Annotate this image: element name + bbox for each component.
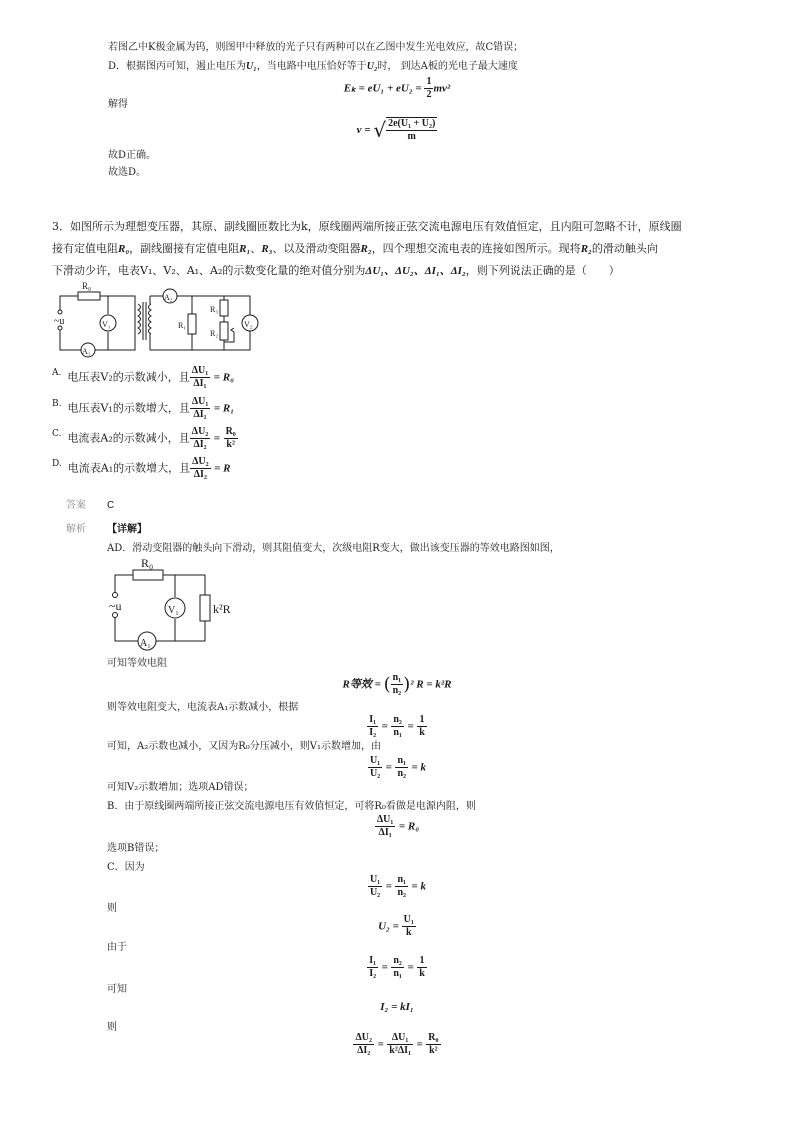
source-label: ~u bbox=[54, 316, 65, 327]
equation: $\frac{\text{I₁}}{\text{I₂}}$ = $\frac{\text{n₂}}{\text{n₁}}$ = $\frac{1}{k}$ bbox=[369, 714, 425, 738]
option-a[interactable]: $^{A.}$ 电压表V₂的示数减小，且 $\frac{\text{ΔU₁}}{\text{ΔI₁}}$ = R₀ bbox=[52, 365, 234, 389]
svg-text:A₁: A₁ bbox=[140, 638, 151, 649]
r3-resistor bbox=[220, 300, 228, 316]
analysis-label: 解析 bbox=[66, 524, 86, 535]
analysis-line: 可知等效电阻 bbox=[107, 658, 167, 669]
equation: $\frac{\text{ΔU₂}}{\text{ΔI₂}}$ = $\frac{\text{ΔU₁}}{\text{k²ΔI₁}}$ = $\frac{\text{R₀}}{\text{k²}}$ bbox=[355, 1032, 439, 1056]
r1-resistor bbox=[188, 314, 196, 334]
analysis-line: 则等效电阻变大，电流表A₁示数减小，根据 bbox=[107, 702, 299, 713]
question-line: 下滑动少许，电表V₁、V₂、A₁、A₂的示数变化量的绝对值分别为ΔU₁、ΔU₂、ΔI₁、ΔI₂，则下列说法正确的是（ ） bbox=[52, 264, 620, 277]
svg-text:R₀: R₀ bbox=[141, 556, 154, 570]
r0-resistor bbox=[78, 292, 100, 300]
equivalent-circuit-diagram bbox=[105, 555, 245, 655]
analysis-line: 可知V₂示数增加；选项AD错误； bbox=[107, 782, 254, 793]
equation: U₂ = $\frac{\text{U₁}}{k}$ bbox=[378, 914, 414, 938]
svg-text:k²R: k²R bbox=[213, 602, 231, 616]
equation: $\frac{\text{I₁}}{\text{I₂}}$ = $\frac{\text{n₂}}{\text{n₁}}$ = $\frac{1}{k}$ bbox=[369, 955, 425, 979]
text-line: 故D正确。 bbox=[108, 150, 157, 161]
analysis-line: 则 bbox=[107, 903, 117, 914]
text-line: 故选D。 bbox=[108, 167, 147, 178]
svg-text:A₁: A₁ bbox=[82, 347, 91, 356]
svg-text:R₂: R₂ bbox=[210, 329, 219, 338]
analysis-line: B．由于原线圈两端所接正弦交流电源电压有效值恒定，可将R₀看做是电源内阻，则 bbox=[107, 801, 476, 812]
answer-value: C bbox=[107, 500, 115, 511]
svg-text:V₁: V₁ bbox=[102, 320, 111, 329]
analysis-line: AD．滑动变阻器的触头向下滑动，则其阻值变大，次级电阻R变大，做出该变压器的等效电路图如图， bbox=[107, 543, 560, 554]
svg-text:V₁: V₁ bbox=[168, 605, 179, 616]
r0-resistor bbox=[133, 570, 163, 580]
analysis-line: 可知，A₂示数也减小，又因为R₀分压减小，则V₁示数增加，由 bbox=[107, 741, 381, 752]
question-line: 3．如图所示为理想变压器，其原、副线圈匝数比为k，原线圈两端所接正弦交流电源电压有效值恒定，且内阻可忽略不计，原线圈 bbox=[52, 220, 682, 233]
analysis-line: 由于 bbox=[107, 942, 127, 953]
answer-label: 答案 bbox=[66, 500, 86, 511]
text-line: D．根据图丙可知，遏止电压为U₁，当电路中电压恰好等于U₂时， 到达A板的光电子最大速度 bbox=[108, 61, 518, 72]
svg-text:R₁: R₁ bbox=[178, 321, 187, 330]
equation: $\frac{\text{ΔU₁}}{\text{ΔI₁}}$ = R₀ bbox=[376, 814, 420, 838]
equation: R等效 = ( $\frac{\text{n₁}}{\text{n₂}}$ )² R = k²R bbox=[342, 672, 452, 696]
equation: $\frac{\text{U₁}}{\text{U₂}}$ = $\frac{\text{n₁}}{\text{n₂}}$ = k bbox=[369, 755, 427, 779]
option-b[interactable]: $^{B.}$ 电压表V₁的示数增大，且 $\frac{\text{ΔU₁}}{\text{ΔI₁}}$ = R₁ bbox=[52, 396, 235, 420]
transformer-circuit-diagram bbox=[50, 280, 270, 362]
svg-text:V₂: V₂ bbox=[244, 320, 253, 329]
analysis-line: C．因为 bbox=[107, 862, 145, 873]
k2r-resistor bbox=[200, 595, 210, 621]
svg-text:R₃: R₃ bbox=[210, 305, 219, 314]
analysis-line: 则 bbox=[107, 1022, 117, 1033]
analysis-line: 可知 bbox=[107, 984, 127, 995]
svg-text:~u: ~u bbox=[109, 599, 122, 613]
svg-text:A₂: A₂ bbox=[164, 293, 173, 302]
option-d[interactable]: $^{D.}$ 电流表A₁的示数增大，且 $\frac{\text{ΔU₂}}{\text{ΔI₂}}$ = R bbox=[52, 456, 231, 480]
analysis-line: 选项B错误； bbox=[107, 843, 165, 854]
r2-rheostat bbox=[220, 322, 228, 340]
analysis-heading: 【详解】 bbox=[107, 524, 147, 535]
text-line: 解得 bbox=[108, 99, 128, 110]
text-line: 若图乙中K极金属为钨，则图甲中释放的光子只有两种可以在乙图中发生光电效应，故C错误； bbox=[108, 42, 524, 53]
question-line: 接有定值电阻R₀，副线圈接有定值电阻R₁、R₃、以及滑动变阻器R₂，四个理想交流电表的连接如图所示。现将R₂的滑动触头向 bbox=[52, 242, 658, 255]
equation: v = √ $\frac{\text{2e(U₁ + U₂)}}{m}$ bbox=[356, 118, 436, 142]
equation: $\frac{\text{U₁}}{\text{U₂}}$ = $\frac{\text{n₁}}{\text{n₂}}$ = k bbox=[369, 874, 427, 898]
option-c[interactable]: $^{C.}$ 电流表A₂的示数减小，且 $\frac{\text{ΔU₂}}{\text{ΔI₂}}$ = $\frac{\text{R₀}}{\text{k²}}$ bbox=[52, 426, 236, 450]
equation: I₂ = kI₁ bbox=[380, 1001, 414, 1013]
r0-label: R₀ bbox=[82, 281, 92, 291]
equation: Eₖ = eU₁ + eU₂ = $\frac{1}{2}$ mv² bbox=[343, 76, 451, 100]
